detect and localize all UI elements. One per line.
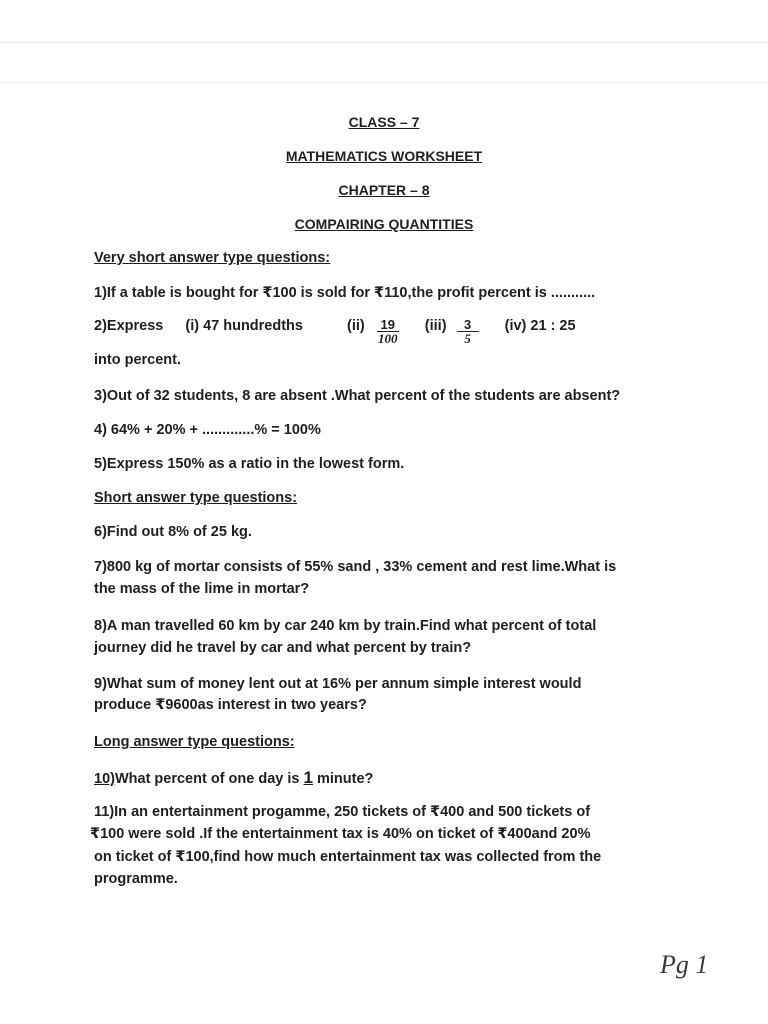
q2-fraction-ii: [377, 318, 399, 345]
section-long: Long answer type questions:: [94, 734, 295, 750]
question-11-line-3: on ticket of ₹100,find how much entertainment tax was collected from the: [94, 849, 602, 865]
subject-heading: MATHEMATICS WORKSHEET: [285, 148, 483, 164]
question-6: 6)Find out 8% of 25 kg.: [94, 524, 252, 540]
question-7-line-2: the mass of the lime in mortar?: [94, 581, 310, 597]
q2-part-iv: (iv) 21 : 25: [504, 318, 576, 334]
question-11-line-1: 11)In an entertainment progamme, 250 tickets of ₹400 and 500 tickets of: [94, 804, 591, 820]
question-8-line-2: journey did he travel by car and what percent by train?: [94, 640, 472, 656]
question-2: [94, 318, 576, 345]
q10-number: 10): [94, 771, 115, 787]
question-5: 5)Express 150% as a ratio in the lowest form.: [94, 456, 405, 472]
fraction-numerator: 19: [377, 318, 399, 332]
q2-prefix: 2)Express: [94, 318, 164, 334]
question-7-line-1: 7)800 kg of mortar consists of 55% sand , 33% cement and rest lime.What is: [94, 559, 617, 575]
topic-heading: COMPAIRING QUANTITIES: [294, 216, 474, 232]
question-9-line-1: 9)What sum of money lent out at 16% per annum simple interest would: [94, 676, 582, 692]
section-short: Short answer type questions:: [94, 490, 298, 506]
fraction-numerator: 3: [457, 318, 479, 332]
q10-text-a: What percent of one day is: [114, 771, 304, 787]
question-11-line-4: programme.: [94, 871, 178, 887]
q2-part-ii-label: (ii): [347, 318, 365, 334]
chapter-heading: CHAPTER – 8: [338, 182, 430, 198]
question-2-tail: into percent.: [94, 352, 182, 368]
question-4: 4) 64% + 20% + .............% = 100%: [94, 422, 321, 438]
fraction-denominator: 5: [464, 331, 471, 346]
question-11-line-2: ₹100 were sold .If the entertainment tax is 40% on ticket of ₹400and 20%: [90, 826, 591, 842]
fraction-denominator: 100: [378, 331, 398, 346]
question-3: 3)Out of 32 students, 8 are absent .What percent of the students are absent?: [94, 388, 621, 404]
q2-part-i: (i) 47 hundredths: [185, 318, 303, 334]
page-number-handwritten: Pg 1: [660, 950, 709, 979]
question-8-line-1: 8)A man travelled 60 km by car 240 km by train.Find what percent of total: [94, 618, 597, 634]
question-10: [94, 768, 373, 788]
q2-fraction-iii: [457, 318, 479, 345]
q2-part-iii-label: (iii): [424, 318, 447, 334]
q10-handwritten-one: 1: [303, 768, 313, 787]
question-1: 1)If a table is bought for ₹100 is sold for ₹110,the profit percent is ...........: [94, 285, 596, 301]
question-9-line-2: produce ₹9600as interest in two years?: [94, 697, 367, 713]
q10-text-b: minute?: [312, 771, 374, 787]
class-heading: CLASS – 7: [348, 114, 420, 130]
section-very-short: Very short answer type questions:: [94, 250, 331, 266]
